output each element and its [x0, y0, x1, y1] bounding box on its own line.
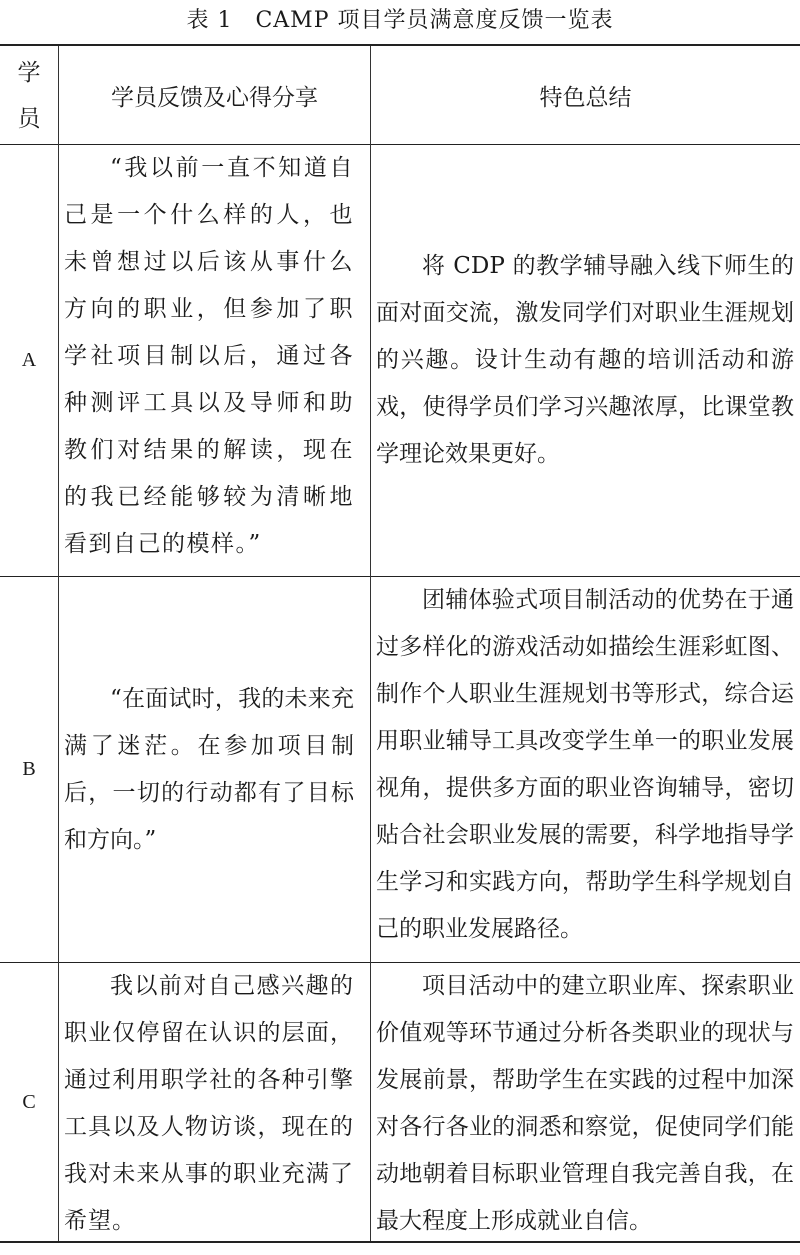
header-student-text: 学员 [17, 60, 41, 132]
header-feedback-text: 学员反馈及心得分享 [111, 84, 318, 111]
table-row [0, 145, 800, 576]
summary-text: 将 CDP 的教学辅导融入线下师生的面对面交流，激发同学们对职业生涯规划的兴趣。设计生动有趣的培训活动和游戏，使得学员们学习兴趣浓厚，比课堂教学理论效果更好。 [376, 253, 794, 467]
summary-cell [376, 145, 794, 576]
student-label-text: A [21, 349, 37, 371]
table-row [0, 577, 800, 962]
feedback-cell: “我以前一直不知道自己是一个什么样的人，也未曾想过以后该从事什么方向的职业，但参加了职学社项目制以后，通过各种测评工具以及导师和助教们对结果的解读，现在的我已经能够较为清晰地看到自己的模样。” [64, 155, 354, 557]
student-label-text: C [22, 1090, 36, 1113]
student-label [0, 963, 58, 1241]
summary-cell: 项目活动中的建立职业库、探索职业价值观等环节通过分析各类职业的现状与发展前景，帮助学生在实践的过程中加深对各行各业的洞悉和察觉，促使同学们能动地朝着目标职业管理自我完善自我，在最大程度上形成就业自信。 [376, 973, 794, 1234]
summary-cell: 团辅体验式项目制活动的优势在于通过多样化的游戏活动如描绘生涯彩虹图、制作个人职业生涯规划书等形式，综合运用职业辅导工具改变学生单一的职业发展视角，提供多方面的职业咨询辅导，密切贴合社会职业发展的需要，科学地指导学生学习和实践方向，帮助学生科学规划自己的职业发展路径。 [376, 587, 794, 942]
header-feedback [59, 46, 370, 144]
table-row [0, 963, 800, 1241]
table-caption: 表 1 CAMP 项目学员满意度反馈一览表 [186, 8, 614, 33]
feedback-text: “在面试时，我的未来充满了迷茫。在参加项目制后，一切的行动都有了目标和方向。” [64, 685, 354, 853]
header-summary [371, 46, 800, 144]
feedback-cell: 我以前对自己感兴趣的职业仅停留在认识的层面，通过利用职学社的各种引擎工具以及人物访谈，现在的我对未来从事的职业充满了希望。 [64, 973, 354, 1234]
student-label [0, 577, 58, 962]
student-label [0, 145, 58, 576]
feedback-cell [64, 577, 354, 962]
header-summary-text: 特色总结 [539, 84, 632, 111]
header-student [0, 50, 58, 142]
student-label-text: B [22, 758, 36, 780]
